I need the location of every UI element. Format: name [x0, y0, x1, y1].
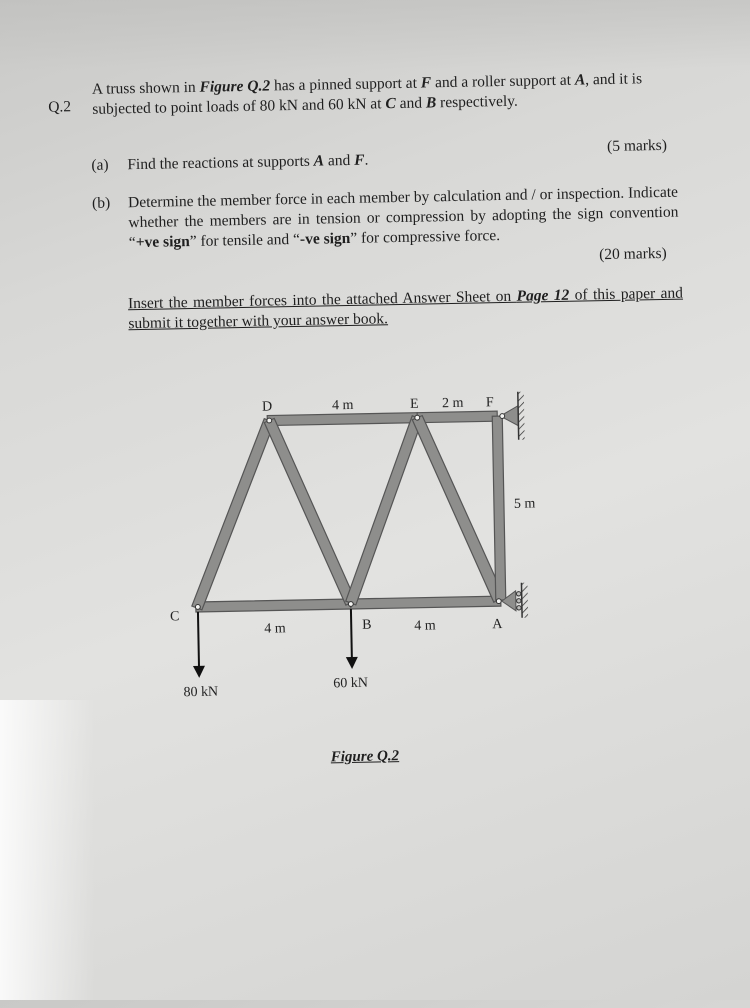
member-FA	[492, 416, 506, 600]
question-number: Q.2	[48, 98, 72, 116]
figure-caption: Figure Q.2	[330, 748, 400, 766]
part-a-text: Find the reactions at supports A and F.	[127, 151, 369, 174]
dim-height: 5 m	[513, 496, 536, 512]
node-label-F: F	[485, 395, 494, 411]
pin-E	[415, 415, 420, 420]
node-label-B: B	[362, 617, 372, 633]
member-BE	[342, 416, 426, 606]
pin-D	[267, 418, 272, 423]
pinned-support-F	[499, 392, 524, 440]
pin-B	[348, 602, 353, 607]
node-label-E: E	[409, 396, 419, 412]
truss-members	[188, 411, 506, 612]
question-intro: A truss shown in Figure Q.2 has a pinned support at F and a roller support at A, and it is subjected to point loads of 80 kN and 60 kN at C and B respectively.	[91, 70, 643, 118]
dim-bottom-left: 4 m	[264, 621, 286, 637]
pin-C	[195, 604, 200, 609]
page-reference: Page 12	[516, 286, 570, 305]
member-DB	[264, 417, 356, 607]
dim-bottom-right: 4 m	[414, 618, 436, 634]
load-arrow-B	[345, 609, 358, 669]
member-BA	[351, 596, 501, 609]
member-CB	[196, 599, 351, 612]
truss-diagram	[152, 377, 578, 705]
part-b-text: Determine the member force in each member by calculation and / or inspection. Indicate whether the members are in tension or compression by adopting the sign convention “+ve sign” for tensile and “-ve sign” for compressive force.	[127, 183, 679, 252]
load-label-B: 60 kN	[333, 675, 369, 692]
member-EA	[412, 414, 504, 604]
part-b-marks: (20 marks)	[599, 244, 667, 264]
truss-figure	[152, 377, 578, 705]
left-glare	[0, 700, 95, 1000]
node-label-C: C	[169, 609, 180, 625]
part-a-marks: (5 marks)	[606, 136, 668, 155]
member-EF	[417, 411, 497, 423]
part-b-label: (b)	[91, 194, 111, 212]
load-label-C: 80 kN	[183, 684, 219, 701]
pin-A	[496, 599, 501, 604]
member-DE	[267, 413, 417, 426]
dim-top-left: 4 m	[331, 397, 354, 414]
part-a-label: (a)	[91, 156, 109, 174]
load-arrow-C	[192, 612, 205, 678]
dim-top-right: 2 m	[441, 395, 464, 412]
node-label-A: A	[492, 617, 503, 633]
member-CD	[188, 418, 278, 610]
figure-reference: Figure Q.2	[199, 77, 271, 96]
node-label-D: D	[261, 399, 273, 415]
instruction-text: Insert the member forces into the attached Answer Sheet on Page 12 of this paper and submit it together with your answer book.	[127, 284, 684, 333]
